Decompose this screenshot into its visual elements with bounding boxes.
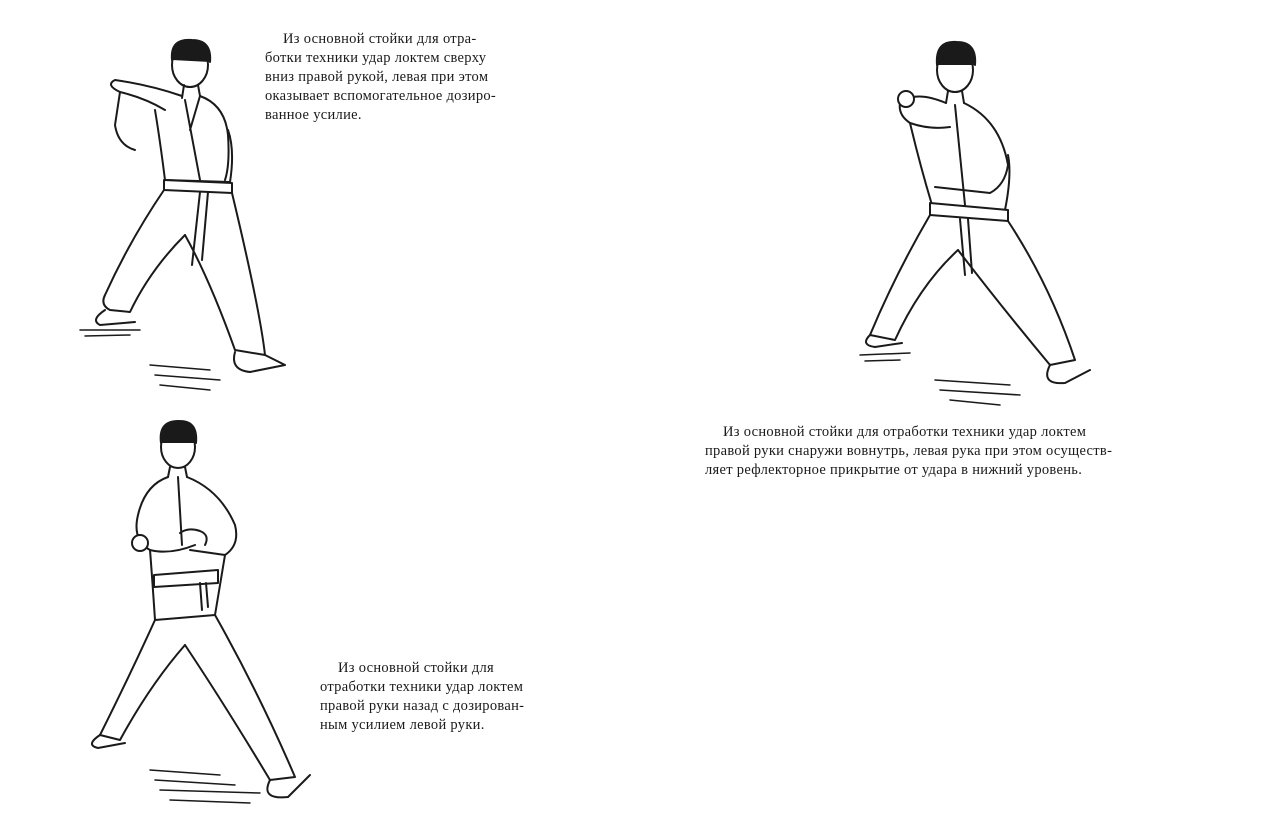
caption-elbow-strike-back: [320, 659, 582, 735]
figure-elbow-strike-back: [60, 415, 350, 815]
caption-line: Из основной стойки для отработки техники удар локтем: [723, 424, 1087, 440]
caption-line: Из основной стойки для: [338, 660, 495, 676]
caption-line: ным усилием левой руки.: [320, 717, 485, 733]
karate-figure-illustration: [60, 415, 350, 815]
caption-elbow-strike-inward: [705, 423, 1225, 480]
caption-line: Из основной стойки для отра-: [283, 31, 477, 47]
caption-line: ванное усилие.: [265, 107, 362, 123]
caption-line: оказывает вспомогательное дозиро-: [265, 88, 497, 104]
caption-line: ляет рефлекторное прикрытие от удара в нижний уровень.: [705, 462, 1083, 478]
karate-figure-illustration: [840, 35, 1110, 415]
caption-line: вниз правой рукой, левая при этом: [265, 69, 489, 85]
caption-line: правой руки назад с дозирован-: [320, 698, 525, 714]
caption-elbow-strike-top-down: [265, 30, 590, 125]
caption-line: ботки техники удар локтем сверху: [265, 50, 487, 66]
caption-line: отработки техники удар локтем: [320, 679, 524, 695]
figure-elbow-strike-inward: [840, 35, 1110, 415]
caption-line: правой руки снаружи вовнутрь, левая рука при этом осуществ-: [705, 443, 1113, 459]
